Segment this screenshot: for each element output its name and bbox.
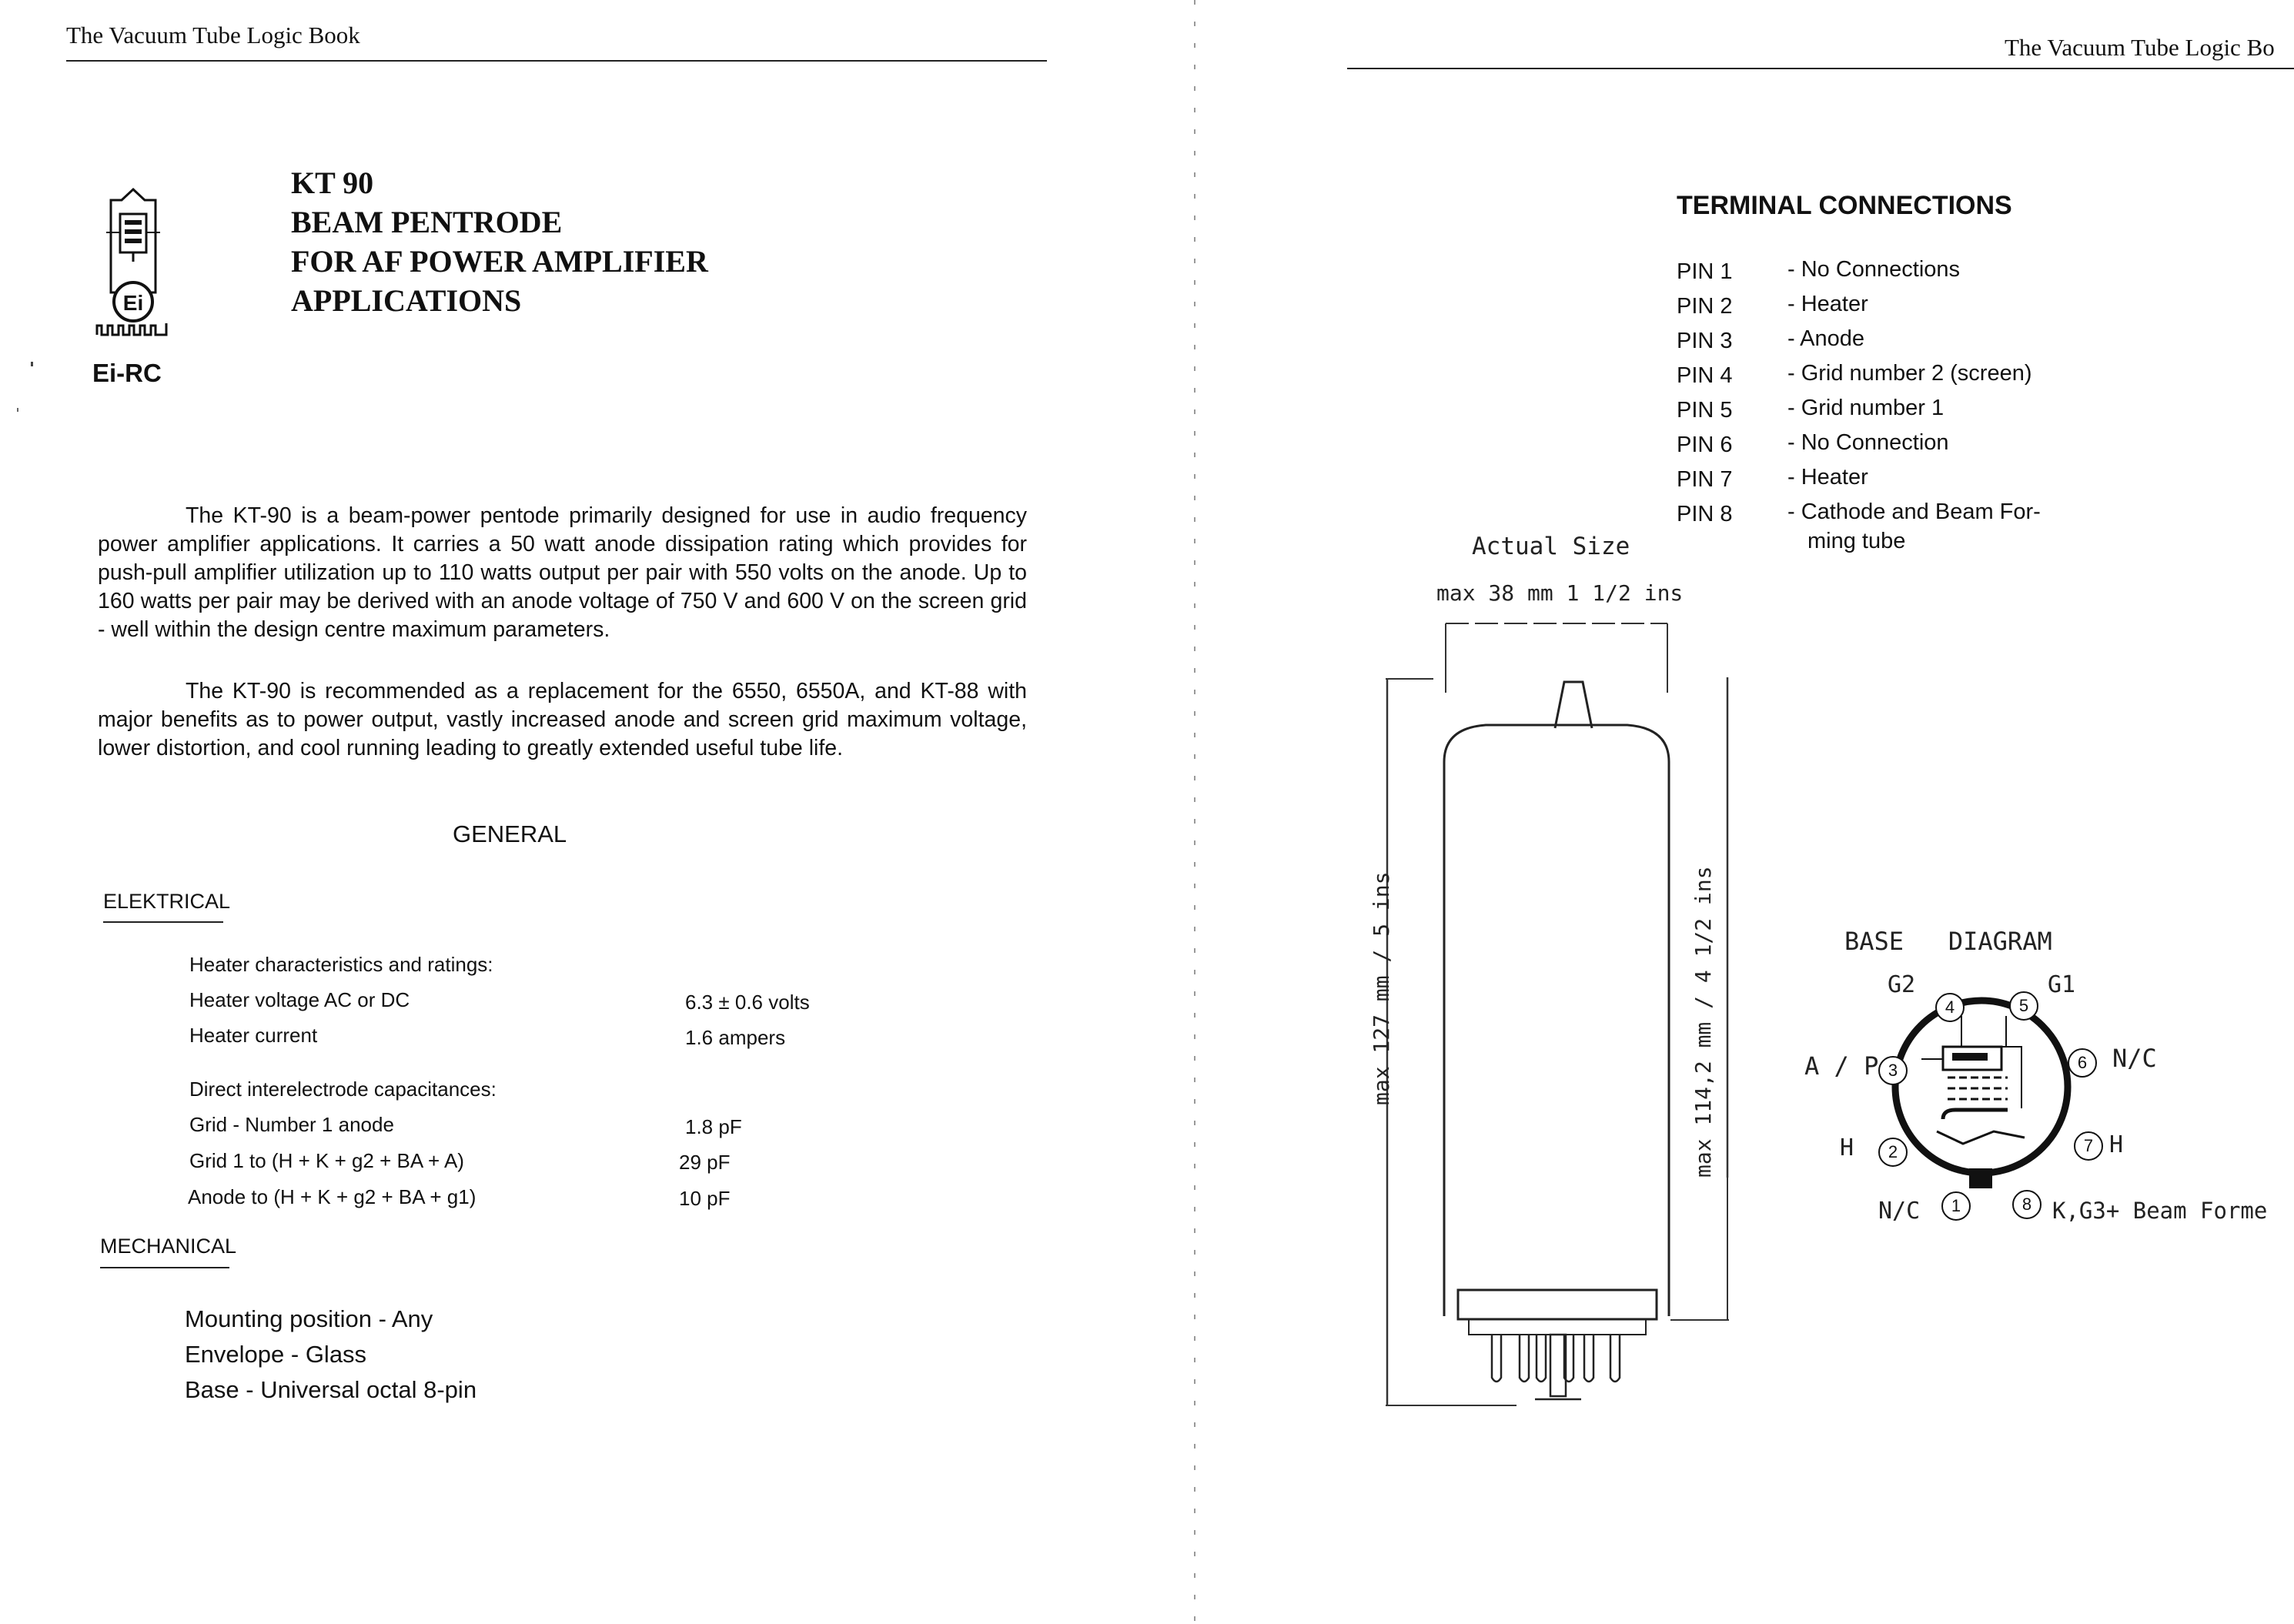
pin-description: - Grid number 2 (screen) [1787,361,2032,386]
label-cathode: K,G3+ Beam Forme [2052,1198,2268,1224]
label-anode: A / P [1804,1051,1879,1081]
header-rule-right [1347,68,2294,69]
pin-description: - No Connection [1787,430,1949,455]
pin-description: - Grid number 1 [1787,396,1945,420]
spec-label: Grid - Number 1 anode [189,1113,394,1136]
mechanical-item: Base - Universal octal 8-pin [185,1376,477,1403]
label-heater-2: H [1840,1134,1854,1161]
spec-value: 6.3 ± 0.6 volts [685,991,810,1014]
label-nc-6: N/C [2112,1044,2157,1073]
ei-rc-logo-icon [91,185,176,358]
pin-description: - Heater [1787,292,1868,316]
logo-caption: Ei-RC [92,359,162,387]
running-header-right: The Vacuum Tube Logic Bo [2005,34,2275,61]
width-dimension-label: max 38 mm 1 1/2 ins [1436,580,1684,606]
datasheet-title [291,163,708,320]
capacitance-heading: Direct interelectrode capacitances: [189,1078,497,1101]
spec-label: Anode to (H + K + g2 + BA + g1) [188,1185,477,1208]
title-line: KT 90 [291,165,374,200]
mechanical-item: Mounting position - Any [185,1305,433,1332]
pin-number: PIN 5 [1677,398,1733,423]
elektrical-underline [103,921,223,923]
general-heading: GENERAL [453,820,567,847]
tube-outline-drawing [1363,608,1747,1416]
pin-circle-4: 4 [1935,993,1965,1022]
pin-circle-6: 6 [2068,1048,2097,1078]
title-line: BEAM PENTRODE [291,205,563,239]
pin-circle-3: 3 [1878,1056,1908,1085]
intro-paragraph: The KT-90 is a beam-power pentode primarily designed for use in audio frequency power amplifier applications. It carries a 50 watt anode dissipation rating which provides for push-pull amplifier utilization up to 110 watts output per pair with 550 volts on the anode. Up to 160 watts per pair may be derived with an anode voltage of 750 V and 600 V on the screen grid - well within the design centre maximum parameters. [98,503,1027,642]
pin-number: PIN 3 [1677,329,1733,353]
spec-value: 1.6 ampers [685,1026,786,1049]
pin-description: - Cathode and Beam For- [1787,500,2041,524]
spec-label: Grid 1 to (H + K + g2 + BA + A) [189,1149,464,1172]
mechanical-heading: MECHANICAL [100,1235,237,1258]
page-fold-divider [1193,0,1196,1624]
label-g2: G2 [1888,971,1916,998]
pin-number: PIN 2 [1677,294,1733,319]
pin-circle-5: 5 [2009,991,2038,1021]
base-diagram-icon [1878,970,2094,1216]
running-header-left: The Vacuum Tube Logic Book [66,22,360,48]
body-dimension-label: max 114,2 mm / 4 1/2 ins [1690,866,1716,1178]
pin-number: PIN 8 [1677,502,1733,526]
spec-value: 29 pF [679,1151,731,1174]
actual-size-label: Actual Size [1472,533,1630,560]
pin-description-continued: ming tube [1807,529,1906,553]
terminal-connections-heading: TERMINAL CONNECTIONS [1677,191,2012,220]
title-line: FOR AF POWER AMPLIFIER [291,244,708,279]
svg-text:Ei: Ei [122,291,144,315]
mechanical-underline [100,1267,229,1268]
pin-number: PIN 4 [1677,363,1733,388]
scan-speck [31,362,33,366]
pin-circle-8: 8 [2012,1190,2042,1219]
pin-number: PIN 6 [1677,433,1733,457]
pin-number: PIN 1 [1677,259,1733,284]
spec-label: Heater current [189,1024,318,1047]
pin-description: - Heater [1787,465,1868,490]
spec-value: 10 pF [679,1187,731,1210]
pin-description: - No Connections [1787,257,1961,282]
base-diagram-title: BASE DIAGRAM [1844,927,2052,956]
scan-speck [17,408,18,412]
heater-heading: Heater characteristics and ratings: [189,953,493,976]
title-line: APPLICATIONS [291,283,522,318]
pin-number: PIN 7 [1677,467,1733,492]
replacement-paragraph: The KT-90 is recommended as a replacement for the 6550, 6550A, and KT-88 with major benefits as to power output, vastly increased anode and screen grid maximum voltage, lower distortion, and cool running leading to greatly extended useful tube life. [98,679,1027,760]
label-heater-7: H [2109,1131,2124,1158]
spec-value: 1.8 pF [685,1115,742,1138]
label-g1: G1 [2048,971,2076,998]
header-rule [66,60,1047,62]
spec-label: Heater voltage AC or DC [189,988,410,1011]
pin-circle-1: 1 [1941,1191,1971,1221]
pin-description: - Anode [1787,326,1864,351]
mechanical-item: Envelope - Glass [185,1341,367,1368]
elektrical-heading: ELEKTRICAL [103,890,231,913]
label-nc-1: N/C [1878,1198,1921,1225]
pin-circle-7: 7 [2074,1131,2103,1161]
height-dimension-label: max 127 mm / 5 ins [1369,871,1394,1105]
pin-circle-2: 2 [1878,1138,1908,1167]
